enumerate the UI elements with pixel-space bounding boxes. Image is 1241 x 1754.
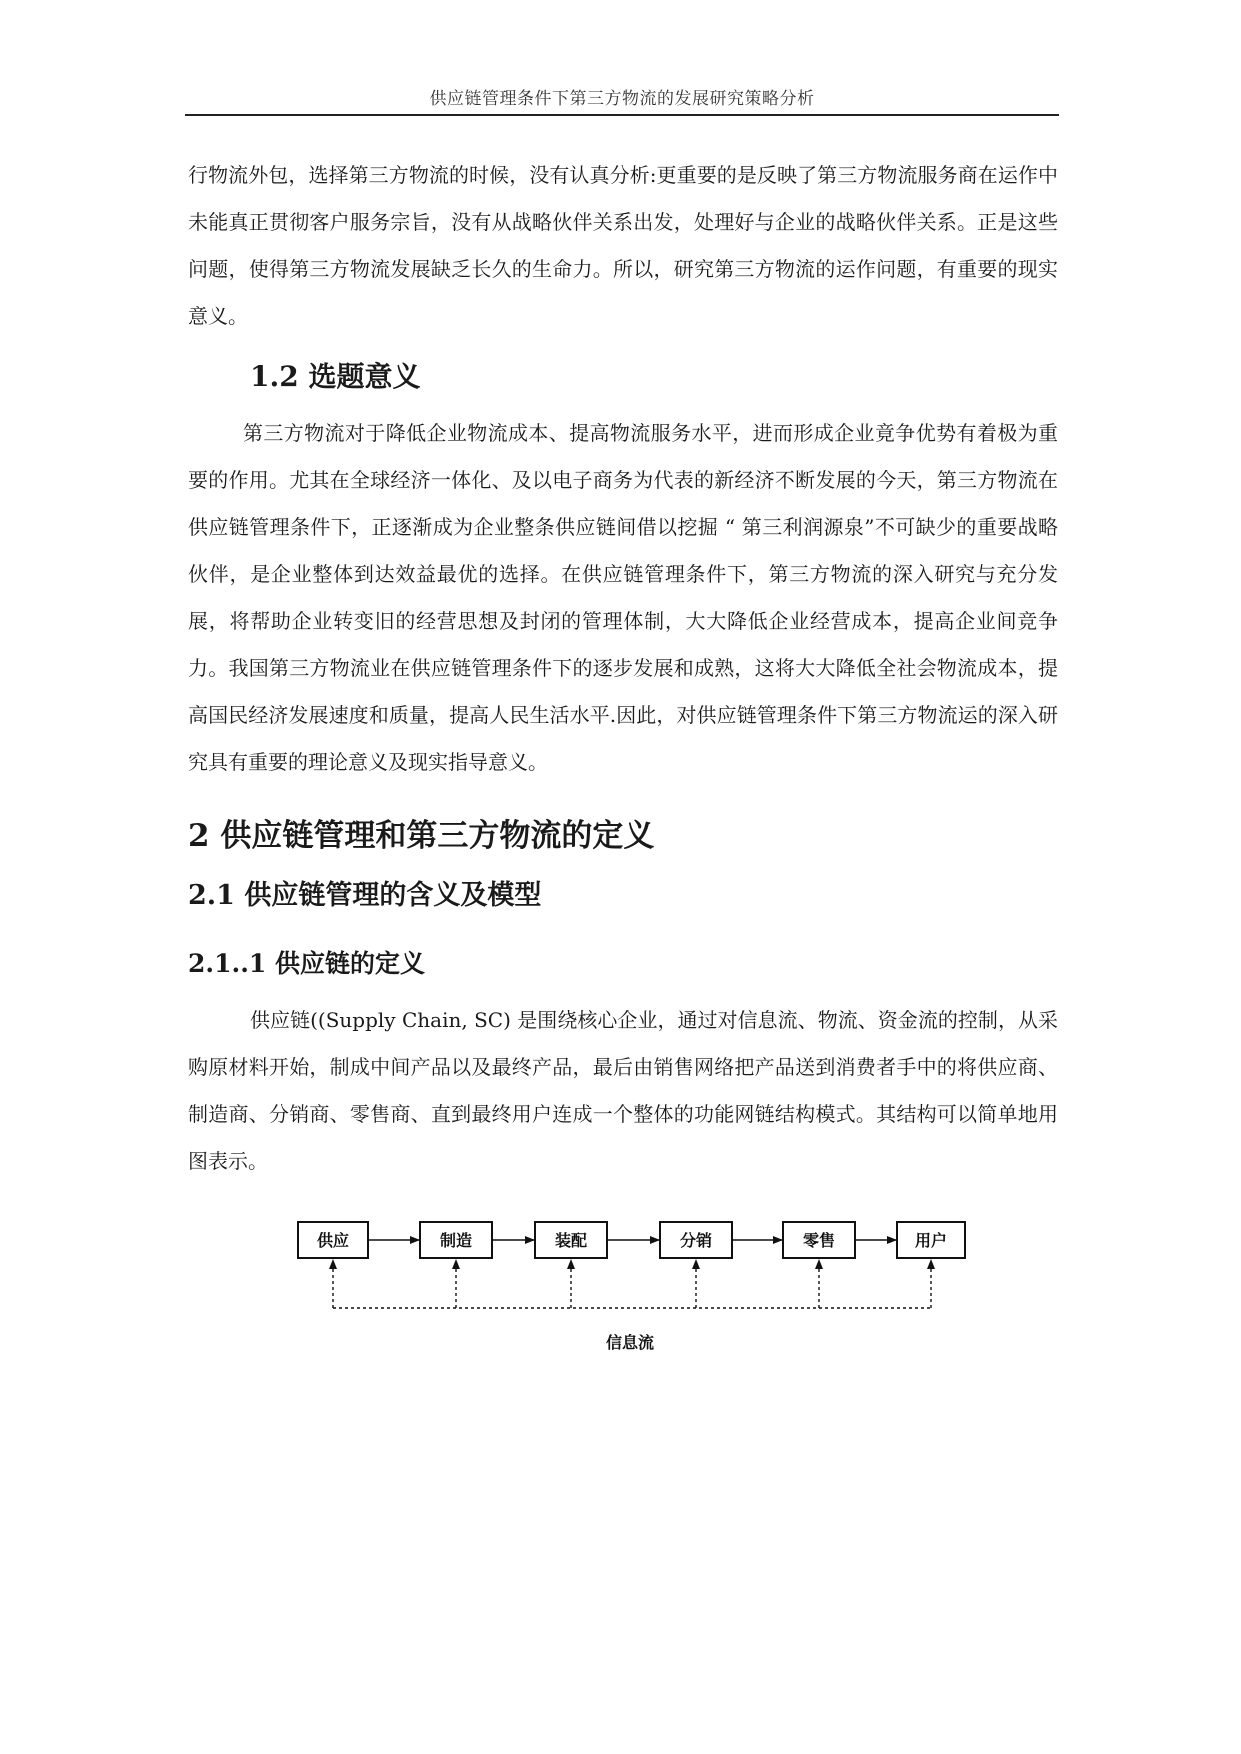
section-2-1-heading-wrap	[188, 876, 1058, 916]
section-2-1-1-heading: 2.1..1 供应链的定义	[188, 949, 426, 978]
intro-block	[188, 152, 1058, 340]
section-2-1-1-block	[188, 997, 1058, 1185]
section-1-2-heading: 1.2 选题意义	[250, 360, 421, 393]
supply-chain-figure	[290, 1208, 990, 1358]
chain-node	[660, 1222, 732, 1258]
chain-node	[783, 1222, 855, 1258]
chain-node	[897, 1222, 965, 1258]
supply-chain-diagram	[290, 1208, 990, 1358]
running-header: 供应链管理条件下第三方物流的发展研究策略分析	[429, 89, 815, 109]
chain-node-label: 分销	[679, 1231, 713, 1250]
figure-caption: 信息流	[605, 1333, 655, 1352]
chapter-2-heading: 2 供应链管理和第三方物流的定义	[188, 818, 655, 854]
section-2-1-1-paragraph: 供应链((Supply Chain, SC) 是围绕核心企业，通过对信息流、物流、资金流的控制，从采购原材料开始，制成中间产品以及最终产品，最后由销售网络把产品送到消费者手中的将供应商、制造商、分销商、零售商、直到最终用户连成一个整体的功能网链结构模式。其结构可以简单地用图表示。	[188, 1008, 1058, 1173]
chain-node-label: 装配	[554, 1231, 588, 1250]
chain-node	[298, 1222, 368, 1258]
section-2-1-heading: 2.1 供应链管理的含义及模型	[188, 880, 542, 911]
intro-paragraph: 行物流外包，选择第三方物流的时候，没有认真分析:更重要的是反映了第三方物流服务商在运作中未能真正贯彻客户服务宗旨，没有从战略伙伴关系出发，处理好与企业的战略伙伴关系。正是这些问题，使得第三方物流发展缺乏长久的生命力。所以，研究第三方物流的运作问题，有重要的现实意义。	[188, 163, 1058, 328]
chapter-2-heading-wrap	[188, 814, 1058, 858]
section-1-2-heading-wrap	[250, 357, 1120, 397]
chain-node	[420, 1222, 492, 1258]
chain-node-label: 制造	[439, 1231, 473, 1250]
header-rule	[185, 114, 1059, 116]
chain-node-label: 零售	[802, 1231, 836, 1250]
section-2-1-1-heading-wrap	[188, 944, 1058, 984]
chain-node-label: 供应	[316, 1231, 350, 1250]
section-1-2-block	[188, 410, 1058, 786]
section-1-2-paragraph: 第三方物流对于降低企业物流成本、提高物流服务水平，进而形成企业竟争优势有着极为重要的作用。尤其在全球经济一体化、及以电子商务为代表的新经济不断发展的今天，第三方物流在供应链管理条件下，正逐渐成为企业整条供应链间借以挖掘 “ 第三利润源泉”不可缺少的重要战略伙伴，是企业整体到达效益最优的选择。在供应链管理条件下，第三方物流的深入研究与充分发展，将帮助企业转变旧的经营思想及封闭的管理体制，大大降低企业经营成本，提高企业间竞争力。我国第三方物流业在供应链管理条件下的逐步发展和成熟，这将大大降低全社会物流成本，提高国民经济发展速度和质量，提高人民生活水平.因此，对供应链管理条件下第三方物流运的深入研究具有重要的理论意义及现实指导意义。	[188, 421, 1058, 774]
chain-node	[535, 1222, 607, 1258]
chain-node-label: 用户	[914, 1231, 948, 1250]
